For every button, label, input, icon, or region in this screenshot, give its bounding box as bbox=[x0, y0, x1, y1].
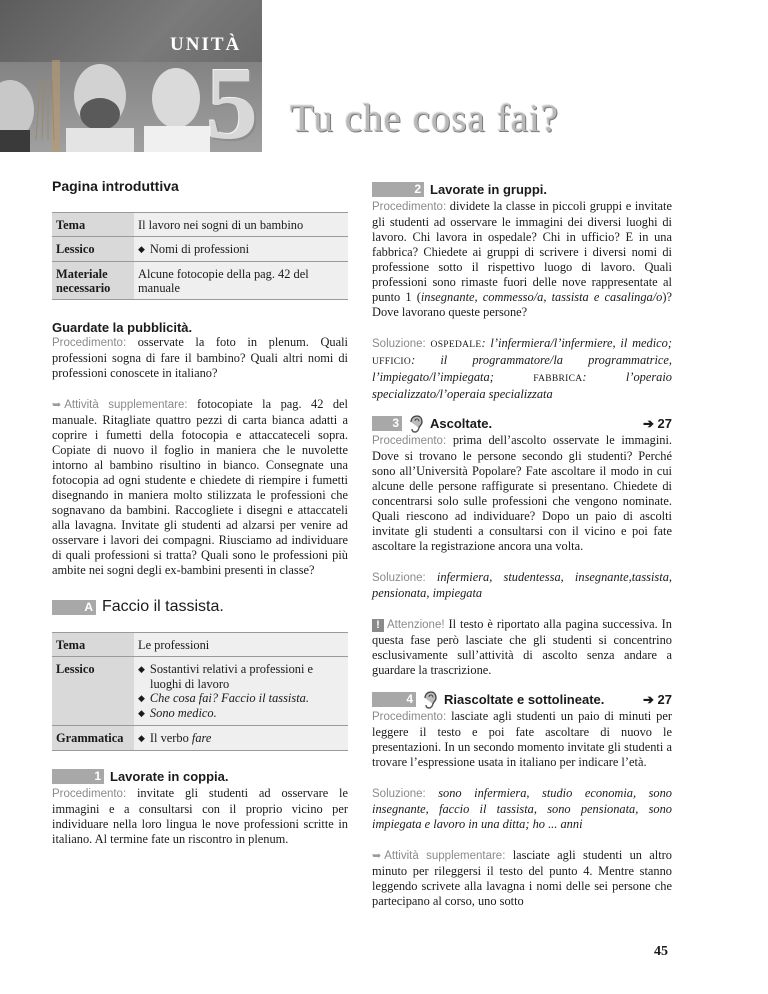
activity-4-procedure: Procedimento: lasciate agli studenti un paio di minuti per leggere il testo e poi fate ascoltare di nuovo le presentazioni. In un secondo momento invitate gli studenti a trovare l’espressione usata in italiano per indicare l’età. bbox=[372, 709, 672, 769]
track-ref: ➔ 27 bbox=[643, 691, 672, 707]
table-row bbox=[52, 237, 348, 262]
list-item: ◆ Sono medico. bbox=[138, 706, 344, 721]
table-value: ◆ Il verbo fare bbox=[134, 726, 348, 751]
table-key: Materiale necessario bbox=[52, 262, 134, 300]
list-item: ◆ Che cosa fai? Faccio il tassista. bbox=[138, 691, 344, 706]
activity-number: 1 bbox=[52, 769, 104, 784]
left-column bbox=[52, 178, 348, 847]
activity-1-procedure: Procedimento: invitate gli studenti ad osservare le immagini e a consultarsi con il proprio vicino per individuare nella loro lingua le nove professioni scritte in italiano. Al termine fate un riscontro in plenum. bbox=[52, 786, 348, 846]
activity-number: 2 bbox=[372, 182, 424, 197]
activity-1-header bbox=[52, 769, 348, 784]
activity-4-extra: ➥ Attività supplementare: lasciate agli studenti un altro minuto per rileggersi il testo del punto 4. Mentre stanno leggendo scrivete alla lavagna i nomi delle sei persone che partecipano al corso, uno sotto bbox=[372, 848, 672, 908]
activity-number: 3 bbox=[372, 416, 402, 431]
activity-2-procedure: Procedimento: dividete la classe in piccoli gruppi e invitate gli studenti ad osservare le immagini dei diversi luoghi di lavoro. Chi lavora in ospedale? Chi in ufficio? E in una fabbrica? Chiedete ai gruppi di scrivere i diversi nomi di professione sotto il rispettivo luogo di lavoro. Quali professioni sono rimaste fuori delle nove rappresentate al punto 1 (insegnante, commesso/a, tassista e casalinga/o)? Dove lavorano queste persone? bbox=[372, 199, 673, 319]
track-ref: ➔ 27 bbox=[643, 415, 672, 431]
table-row bbox=[52, 657, 348, 726]
bullet-icon bbox=[138, 706, 150, 720]
intro-extra: ➥ Attività supplementare: fotocopiate la pag. 42 del manuale. Ritagliate quattro pezzi di carta bianca adatti a coprire i fumetti della fotocopia e attaccateceli sopra. Copiate di nuovo il foglio in maniera che le nuvolette intorno al bambino risultino in bianco. Consegnate una fotocopia ad ogni studente e chiedete di riempire i fumetti disegnando in maniera molto stilizzata le professioni che sognavano da bambini. Raccogliete i disegni e attaccateli alla lavagna. Invitate gli studenti ad alzarsi per venire ad osservare i lavori dei compagni. Riusciamo ad individuare di quali professioni si tratta? Quali sono le professioni più ambite nei sogni degli ex-bambini presenti in classe? bbox=[52, 397, 348, 577]
bullet-icon bbox=[138, 662, 150, 676]
activity-2-solution: Soluzione: OSPEDALE: l’infermiera/l’infermiere, il medico; UFFICIO: il programmatore/la programmatrice, l’impiegato/l’impiegata; FABBRICA: l’operaio specializzato/l’operaia specializzata bbox=[372, 336, 672, 401]
unit-title: Tu che cosa fai? bbox=[290, 97, 560, 140]
page-number: 45 bbox=[654, 944, 668, 959]
activity-2-header bbox=[372, 182, 672, 197]
bullet-icon bbox=[138, 242, 150, 256]
activity-title: Ascoltate. bbox=[430, 416, 493, 431]
table-value: ◆ Nomi di professioni bbox=[134, 237, 348, 262]
activity-number: 4 bbox=[372, 692, 416, 707]
table-value: Il lavoro nei sogni di un bambino bbox=[134, 213, 348, 237]
listen-icon bbox=[408, 415, 424, 433]
table-row bbox=[52, 262, 348, 300]
listen-icon bbox=[422, 691, 438, 709]
table-key: Lessico bbox=[52, 657, 134, 726]
activity-4-header bbox=[372, 692, 672, 707]
table-row bbox=[52, 633, 348, 657]
activity-3-header bbox=[372, 416, 672, 431]
section-a-title: Faccio il tassista. bbox=[102, 598, 224, 615]
unit-label: UNITÀ bbox=[170, 34, 242, 55]
table-value bbox=[134, 657, 348, 726]
arrow-right-icon: ➔ bbox=[643, 691, 654, 707]
table-row bbox=[52, 213, 348, 237]
intro-procedure: Procedimento: osservate la foto in plenum. Quali professioni sogna di fare il bambino? Quali altri nomi di professioni conoscete in italiano? bbox=[52, 335, 348, 380]
activity-title: Riascoltate e sottolineate. bbox=[444, 692, 605, 707]
table-row bbox=[52, 726, 348, 751]
arrow-right-icon: ➔ bbox=[643, 415, 654, 431]
table-key: Grammatica bbox=[52, 726, 134, 751]
activity-title: Lavorate in coppia. bbox=[110, 769, 229, 784]
warning-icon: ! bbox=[372, 619, 384, 632]
table-key: Lessico bbox=[52, 237, 134, 262]
arrow-icon: ➥ bbox=[372, 849, 382, 862]
list-item: ◆ Sostantivi relativi a professioni e luoghi di lavoro bbox=[138, 662, 344, 691]
table-value: Alcune fotocopie della pag. 42 del manuale bbox=[134, 262, 348, 300]
section-a-table bbox=[52, 632, 348, 751]
intro-table bbox=[52, 212, 348, 300]
table-key: Tema bbox=[52, 213, 134, 237]
activity-4-solution: Soluzione: sono infermiera, studio economia, sono insegnante, faccio il tassista, sono pensionata, sono impiegata e lavoro in una ditta; ho ... anni bbox=[372, 786, 672, 831]
activity-3-solution: Soluzione: infermiera, studentessa, insegnante,tassista, pensionata, impiegata bbox=[372, 570, 672, 600]
unit-number: 5 bbox=[206, 46, 258, 161]
section-a-letter: A bbox=[52, 600, 96, 615]
bullet-icon bbox=[138, 691, 150, 705]
bullet-icon bbox=[138, 731, 150, 745]
activity-3-note: ! Attenzione! Il testo è riportato alla pagina successiva. In questa fase però lasciate che gli studenti si concentrino esclusivamente sull’attività di ascolto senza andare a guardare la trascrizione. bbox=[372, 617, 672, 677]
table-value: Le professioni bbox=[134, 633, 348, 657]
arrow-icon: ➥ bbox=[52, 398, 62, 411]
activity-title: Lavorate in gruppi. bbox=[430, 182, 548, 197]
intro-subheading: Guardate la pubblicità. bbox=[52, 320, 193, 335]
activity-3-procedure: Procedimento: prima dell’ascolto osservate le immagini. Dove si trovano le persone secondo gli studenti? Perché sono all’Università Popolare? Fate ascoltare il modo in cui alcune delle persone raffigurate si presentano. Chiedete di concentrarsi solo sulle professioni che vengono nominate. Quali riescono ad individuare? Dopo un paio di ascolti invitate gli studenti a consultarsi con il vicino e poi fate ascoltare la registrazione ancora una volta. bbox=[372, 433, 672, 553]
table-key: Tema bbox=[52, 633, 134, 657]
right-column bbox=[372, 182, 672, 909]
section-a-header bbox=[52, 598, 348, 616]
intro-heading: Pagina introduttiva bbox=[52, 178, 179, 194]
